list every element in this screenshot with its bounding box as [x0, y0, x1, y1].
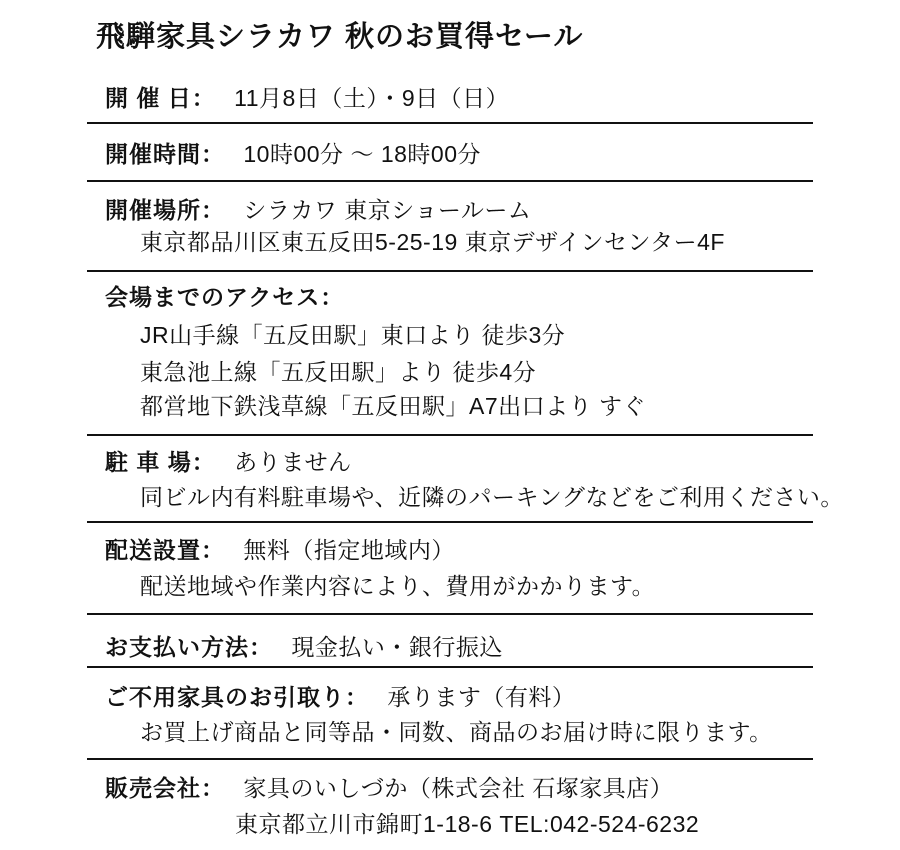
- takeback-note: お買上げ商品と同等品・同数、商品のお届け時に限ります。: [140, 719, 773, 745]
- seller-address: 東京都立川市錦町1-18-6 TEL:042-524-6232: [235, 811, 700, 837]
- parking-row: [105, 448, 352, 476]
- venue-address: 東京都品川区東五反田5-25-19 東京デザインセンター4F: [140, 229, 725, 255]
- venue-row: [105, 196, 531, 224]
- access-item: JR山手線「五反田駅」東口より 徒歩3分: [140, 322, 566, 348]
- event-hours-value: 10時00分 ～ 18時00分: [243, 141, 482, 167]
- event-hours-label: 開催時間：: [105, 141, 225, 167]
- takeback-value: 承ります（有料）: [387, 684, 576, 710]
- event-date-label: 開 催 日：: [105, 85, 216, 111]
- divider: [87, 180, 813, 182]
- takeback-label: ご不用家具のお引取り：: [105, 684, 369, 710]
- parking-label: 駐 車 場：: [105, 449, 216, 475]
- divider: [87, 613, 813, 615]
- seller-row: [105, 774, 673, 802]
- divider: [87, 122, 813, 124]
- venue-value: シラカワ 東京ショールーム: [243, 197, 532, 223]
- event-date-value: 11月8日（土）・9日（日）: [234, 85, 510, 111]
- delivery-note: 配送地域や作業内容により、費用がかかります。: [140, 573, 656, 599]
- payment-value: 現金払い・銀行振込: [291, 634, 503, 660]
- takeback-row: [105, 683, 575, 711]
- access-label: 会場までのアクセス：: [105, 284, 345, 310]
- divider: [87, 758, 813, 760]
- divider: [87, 521, 813, 523]
- delivery-row: [105, 536, 455, 564]
- payment-row: [105, 633, 503, 661]
- seller-value: 家具のいしづか（株式会社 石塚家具店）: [243, 775, 674, 801]
- event-date-row: [105, 84, 509, 112]
- divider: [87, 434, 813, 436]
- delivery-value: 無料（指定地域内）: [243, 537, 455, 563]
- payment-label: お支払い方法：: [105, 634, 273, 660]
- event-hours-row: [105, 140, 481, 168]
- access-item: 東急池上線「五反田駅」より 徒歩4分: [140, 359, 537, 385]
- venue-label: 開催場所：: [105, 197, 225, 223]
- delivery-label: 配送設置：: [105, 537, 225, 563]
- parking-value: ありません: [234, 449, 352, 475]
- divider: [87, 270, 813, 272]
- parking-note: 同ビル内有料駐車場や、近隣のパーキングなどをご利用ください。: [140, 484, 844, 510]
- page-title: 飛騨家具シラカワ 秋のお買得セール: [96, 21, 584, 53]
- access-row: [105, 283, 356, 311]
- access-item: 都営地下鉄浅草線「五反田駅」A7出口より すぐ: [140, 393, 647, 419]
- divider: [87, 666, 813, 668]
- seller-label: 販売会社：: [105, 775, 225, 801]
